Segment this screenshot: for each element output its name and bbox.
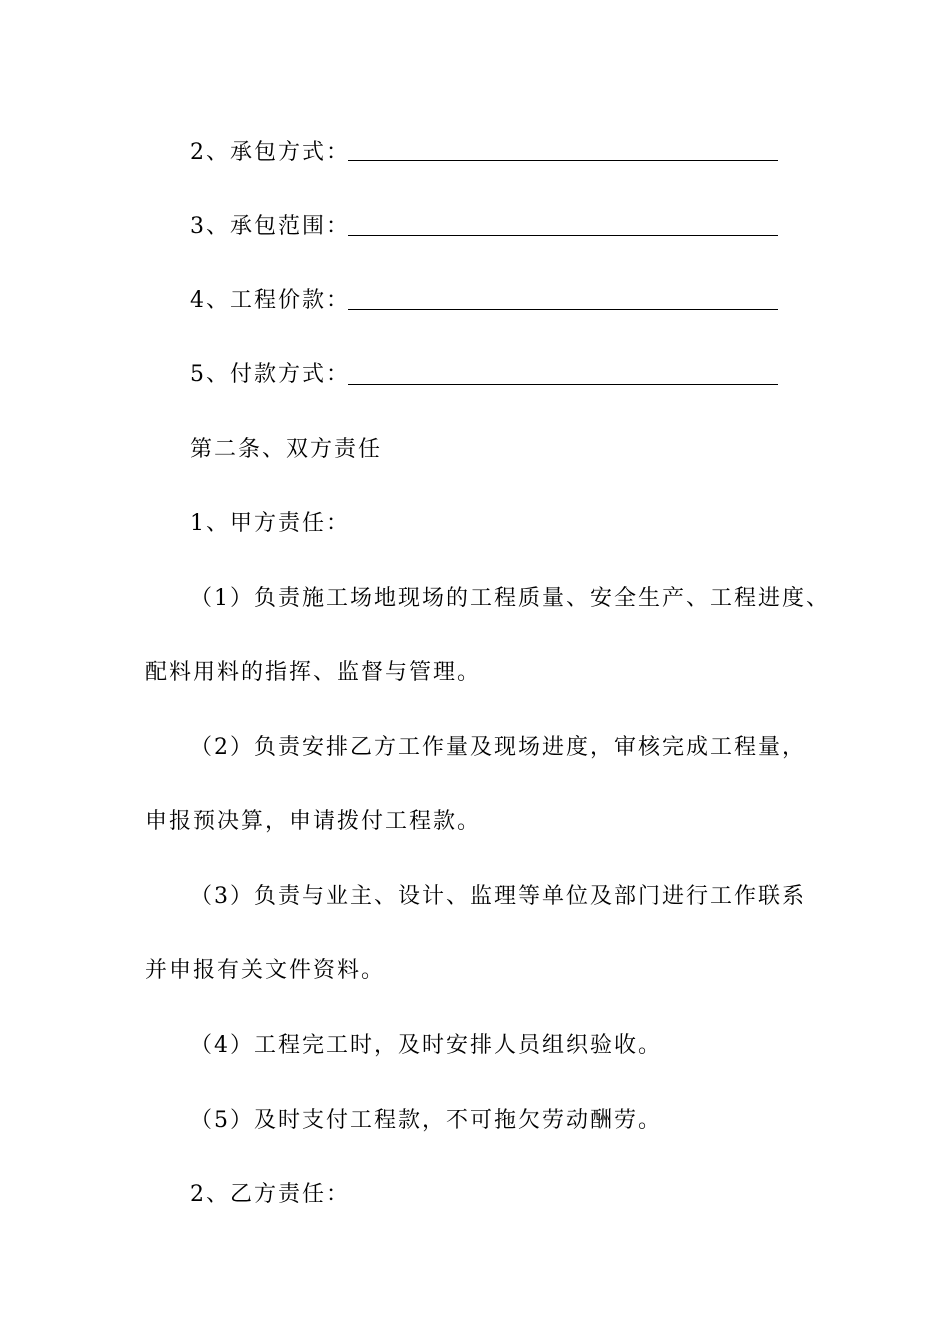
fill-in-blank	[348, 235, 778, 236]
section-title: 第二条、双方责任	[190, 437, 383, 462]
field-payment-method	[190, 360, 350, 390]
party-a-item-1-line1: （1）负责施工场地现场的工程质量、安全生产、工程进度、	[190, 586, 830, 611]
field-label: 2、承包方式：	[190, 140, 350, 165]
party-a-heading: 1、甲方责任：	[190, 511, 350, 536]
fill-in-blank	[348, 309, 778, 310]
party-a-item-4: （4）工程完工时，及时安排人员组织验收。	[190, 1033, 662, 1058]
field-project-price	[190, 286, 350, 316]
party-a-item-1-line2: 配料用料的指挥、监督与管理。	[145, 660, 482, 685]
field-label: 5、付款方式：	[190, 362, 350, 387]
party-b-heading: 2、乙方责任：	[190, 1182, 350, 1207]
fill-in-blank	[348, 160, 778, 161]
field-contract-method	[190, 138, 350, 168]
party-a-item-2-line1: （2）负责安排乙方工作量及现场进度，审核完成工程量，	[190, 735, 806, 760]
field-contract-scope	[190, 212, 350, 242]
field-label: 3、承包范围：	[190, 214, 350, 239]
party-a-item-3-line1: （3）负责与业主、设计、监理等单位及部门进行工作联系	[190, 884, 806, 909]
party-a-item-3-line2: 并申报有关文件资料。	[145, 958, 386, 983]
field-label: 4、工程价款：	[190, 288, 350, 313]
party-a-item-2-line2: 申报预决算，申请拨付工程款。	[145, 809, 482, 834]
fill-in-blank	[348, 384, 778, 385]
party-a-item-5: （5）及时支付工程款，不可拖欠劳动酬劳。	[190, 1108, 662, 1133]
